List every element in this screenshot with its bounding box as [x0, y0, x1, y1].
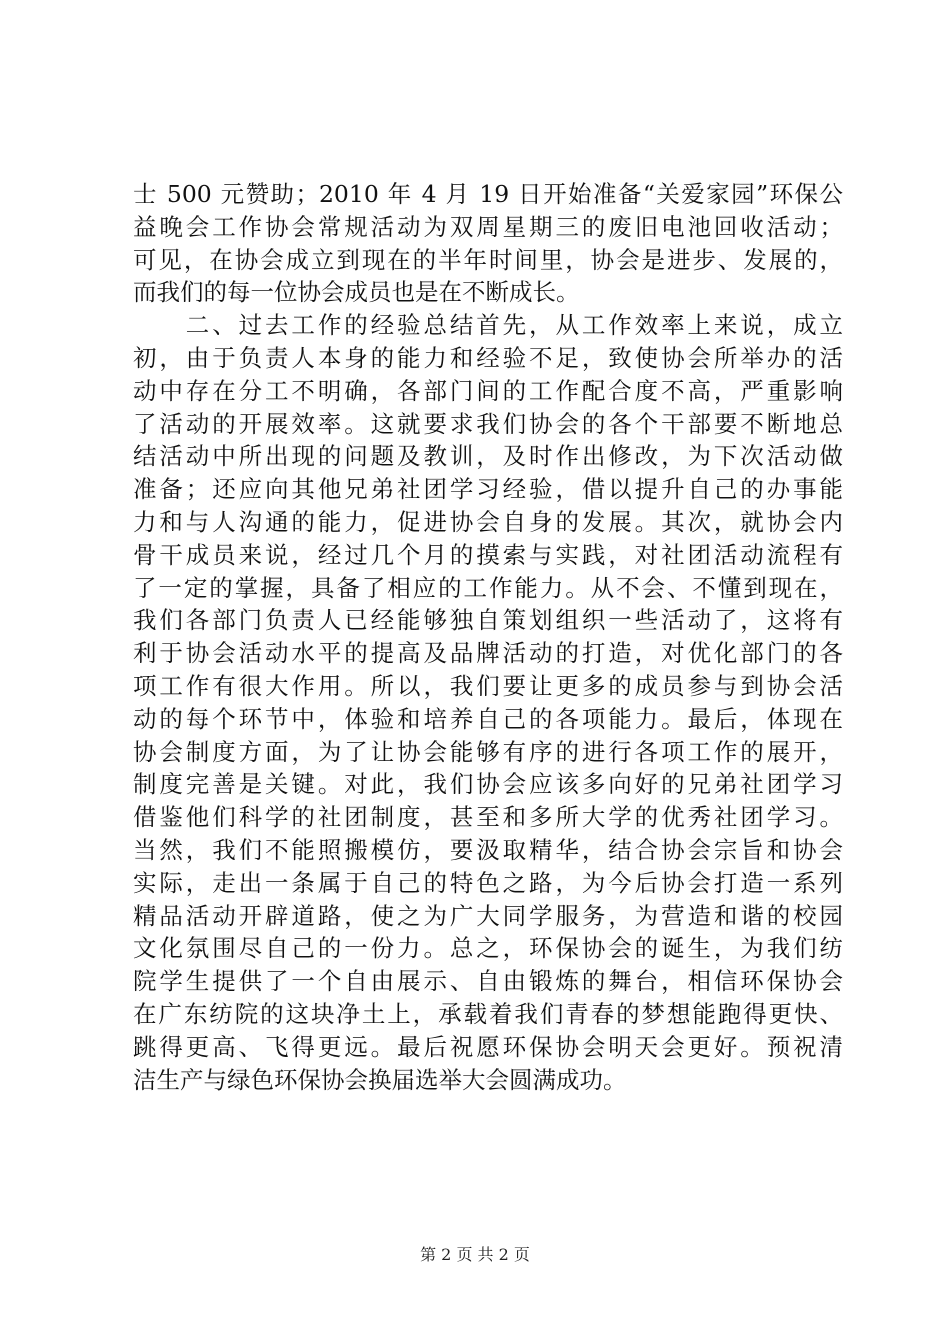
- body-text: [133, 178, 843, 1096]
- text-line: 了活动的开展效率。这就要求我们协会的各个干部要不断地总: [133, 409, 843, 438]
- text-line: 二、过去工作的经验总结首先，从工作效率上来说，成立: [133, 311, 843, 340]
- text-line: 院学生提供了一个自由展示、自由锻炼的舞台，相信环保协会: [133, 967, 843, 996]
- page-footer: 第 2 页 共 2 页: [420, 1245, 530, 1264]
- text-line: 动的每个环节中，体验和培养自己的各项能力。最后，体现在: [133, 704, 843, 733]
- text-line: 利于协会活动水平的提高及品牌活动的打造，对优化部门的各: [133, 639, 843, 668]
- text-line: 在广东纺院的这块净土上，承载着我们青春的梦想能跑得更快、: [133, 999, 843, 1028]
- text-line: 可见，在协会成立到现在的半年时间里，协会是进步、发展的，: [133, 245, 843, 274]
- text-line: 准备；还应向其他兄弟社团学习经验，借以提升自己的办事能: [133, 475, 843, 504]
- text-line: 实际，走出一条属于自己的特色之路，为今后协会打造一系列: [133, 868, 843, 897]
- text-line: 初，由于负责人本身的能力和经验不足，致使协会所举办的活: [133, 343, 843, 372]
- text-line: 了一定的掌握，具备了相应的工作能力。从不会、不懂到现在，: [133, 573, 843, 602]
- text-line: 制度完善是关键。对此，我们协会应该多向好的兄弟社团学习: [133, 770, 843, 799]
- text-line: 洁生产与绿色环保协会换届选举大会圆满成功。: [133, 1065, 627, 1094]
- text-line: 项工作有很大作用。所以，我们要让更多的成员参与到协会活: [133, 671, 843, 700]
- text-line: 动中存在分工不明确，各部门间的工作配合度不高，严重影响: [133, 376, 843, 405]
- text-line: 益晚会工作协会常规活动为双周星期三的废旧电池回收活动；: [133, 212, 843, 241]
- text-line: 精品活动开辟道路，使之为广大同学服务，为营造和谐的校园: [133, 901, 843, 930]
- text-line: 力和与人沟通的能力，促进协会自身的发展。其次，就协会内: [133, 507, 843, 536]
- text-line: 骨干成员来说，经过几个月的摸索与实践，对社团活动流程有: [133, 540, 843, 569]
- text-line: 而我们的每一位协会成员也是在不断成长。: [133, 278, 580, 307]
- text-line: 跳得更高、飞得更远。最后祝愿环保协会明天会更好。预祝清: [133, 1032, 843, 1061]
- text-line: 当然，我们不能照搬模仿，要汲取精华，结合协会宗旨和协会: [133, 835, 843, 864]
- text-line: 士 500 元赞助；2010 年 4 月 19 日开始准备“关爱家园”环保公: [133, 180, 843, 208]
- text-line: 借鉴他们科学的社团制度，甚至和多所大学的优秀社团学习。: [133, 803, 843, 832]
- text-line: 协会制度方面，为了让协会能够有序的进行各项工作的展开，: [133, 737, 843, 766]
- text-line: 结活动中所出现的问题及教训，及时作出修改，为下次活动做: [133, 442, 843, 471]
- text-line: 我们各部门负责人已经能够独自策划组织一些活动了，这将有: [133, 606, 843, 635]
- text-line: 文化氛围尽自己的一份力。总之，环保协会的诞生，为我们纺: [133, 934, 843, 963]
